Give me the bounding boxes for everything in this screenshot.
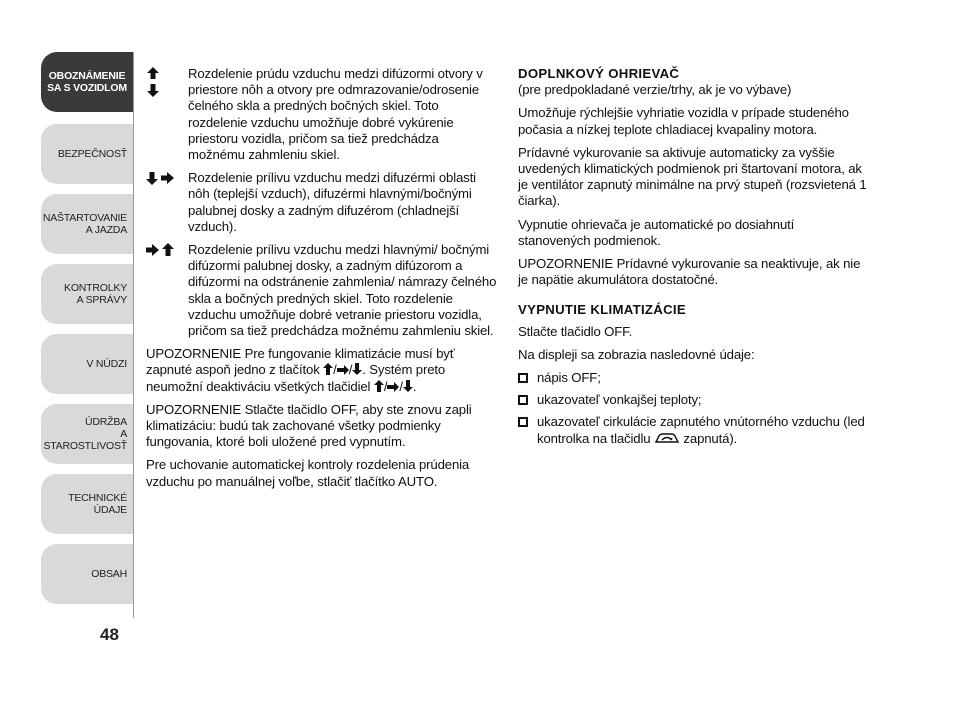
tab-label: A JAZDA [85,224,127,236]
section-heading: DOPLNKOVÝ OHRIEVAČ [518,66,680,81]
note-paragraph: UPOZORNENIE Pre fungovanie klimatizácie musí byť zapnuté aspoň jedno z tlačítok / / . Systém preto neumožní deaktiváciu všetkých tlačidiel / / . [146,346,455,394]
vent-up-down-icon [146,66,188,163]
paragraph: Umožňuje rýchlejšie vyhriatie vozidla v prípade studeného počasia a nízkej teplote chladiacej kvapaliny motora. [518,105,849,137]
tab-v-nudzi[interactable] [41,334,133,394]
tab-label: ÚDAJE [93,504,127,516]
tab-label: BEZPEČNOSŤ [57,148,127,160]
list-item [518,414,868,446]
sidebar-divider [133,52,134,618]
note-text: UPOZORNENIE Pre fungovanie klimatizácie musí byť zapnuté aspoň jedno z tlačítok [146,346,455,378]
distribution-entry [146,66,498,163]
tab-label: OBOZNÁMENIE [48,70,126,82]
page-number: 48 [100,625,119,644]
tab-label: OBSAH [91,568,127,580]
list-item-text: ukazovateľ vonkajšej teploty; [537,392,702,408]
tab-label: KONTROLKY [64,282,127,294]
section-subheading: (pre predpokladané verzie/trhy, ak je vo výbave) [518,82,792,98]
vent-down-right-icon [146,170,188,235]
right-column [518,66,868,453]
checkbox-bullet-icon [518,417,528,427]
vent-down-icon [403,380,413,392]
entry-text: Rozdelenie prúdu vzduchu medzi difúzormi otvory v priestore nôh a otvory pre odmrazovanie/odrosenie čelného skla a predných bočných skiel. Toto rozdelenie vzduchu umožňuje dobré vykúrenie priestoru vozidla, pričom sa tiež predchádza možnému zahmleniu skiel. [188,66,483,163]
tab-bezpecnost[interactable] [41,124,133,184]
left-column [146,66,498,497]
tab-label: A STAROSTLIVOSŤ [43,428,127,452]
paragraph: Stlačte tlačidlo OFF. [518,323,633,339]
note-paragraph: UPOZORNENIE Stlačte tlačidlo OFF, aby ste znovu zapli klimatizáciu: budú tak zachované všetky podmienky fungovania, ktoré boli uložené pred vypnutím. [146,401,472,450]
list-item-text-part: zapnutá). [679,430,738,446]
tab-label: NAŠTARTOVANIE [42,212,127,224]
vent-up-icon [323,363,333,375]
tab-oboznamenie[interactable] [41,52,133,112]
tab-technicke-udaje[interactable] [41,474,133,534]
paragraph: Na displeji sa zobrazia nasledovné údaje: [518,346,755,362]
list-item-text: nápis OFF; [537,370,601,386]
list-item-text-part: ukazovateľ cirkulácie zapnutého vnútorného vzduchu (led kontrolka na tlačidlu [537,414,865,446]
vent-down-icon [352,363,362,375]
tab-label: A SPRÁVY [76,294,127,306]
vent-right-icon [387,382,399,392]
recirculation-car-icon [654,432,680,444]
tab-obsah[interactable] [41,544,133,604]
note-text: . [412,378,417,394]
tab-kontrolky[interactable] [41,264,133,324]
chapter-sidebar [41,52,133,618]
paragraph: UPOZORNENIE Prídavné vykurovanie sa neaktivuje, ak nie je napätie akumulátora dostatočné. [518,256,861,288]
distribution-entry [146,242,498,339]
note-paragraph: Pre uchovanie automatickej kontroly rozdelenia prúdenia vzduchu po manuálnej voľbe, stlačiť tlačítko AUTO. [146,457,470,489]
section-heading: VYPNUTIE KLIMATIZÁCIE [518,302,686,318]
list-item [518,392,868,408]
note-text: . Systém preto neumožní deaktiváciu všetkých tlačidiel [146,362,446,394]
entry-text: Rozdelenie prílivu vzduchu medzi difuzérmi oblasti nôh (teplejší vzduch), difuzérmi hlavnými/bočnými palubnej dosky a zadným difuzérom (chladnejší vzduch). [188,170,476,234]
tab-label: V NÚDZI [86,358,127,370]
vent-right-up-icon [146,242,188,339]
list-item-text [537,414,868,446]
tab-nastartovanie[interactable] [41,194,133,254]
list-item [518,370,868,386]
tab-udrzba[interactable] [41,404,133,464]
vent-right-icon [337,365,349,375]
checkbox-bullet-icon [518,373,528,383]
paragraph: Vypnutie ohrievača je automatické po dosiahnutí stanovených podmienok. [518,216,795,248]
checkbox-bullet-icon [518,395,528,405]
paragraph: Prídavné vykurovanie sa aktivuje automaticky za vyššie uvedených klimatických podmienok pri štartovaní motora, ak je ventilátor zapnutý minimálne na prvý stupeň (rozsvietená 1 čiarka). [518,144,867,209]
entry-text: Rozdelenie prílivu vzduchu medzi hlavnými/ bočnými difúzormi palubnej dosky, a zadným difúzorom a difúzormi na odstránenie zahmlenia/ námrazy čelného skla a bočných predných skiel. Toto rozdelenie vzduchu umožňuje dobré vetranie priestoru vozidla, pričom sa tiež predchádza možnému zahmleniu skiel. [188,242,497,339]
tab-label: TECHNICKÉ [68,492,127,504]
vent-up-icon [374,380,384,392]
tab-label: ÚDRŽBA [85,416,127,428]
tab-label: SA S VOZIDLOM [47,82,127,94]
distribution-entry [146,170,498,235]
